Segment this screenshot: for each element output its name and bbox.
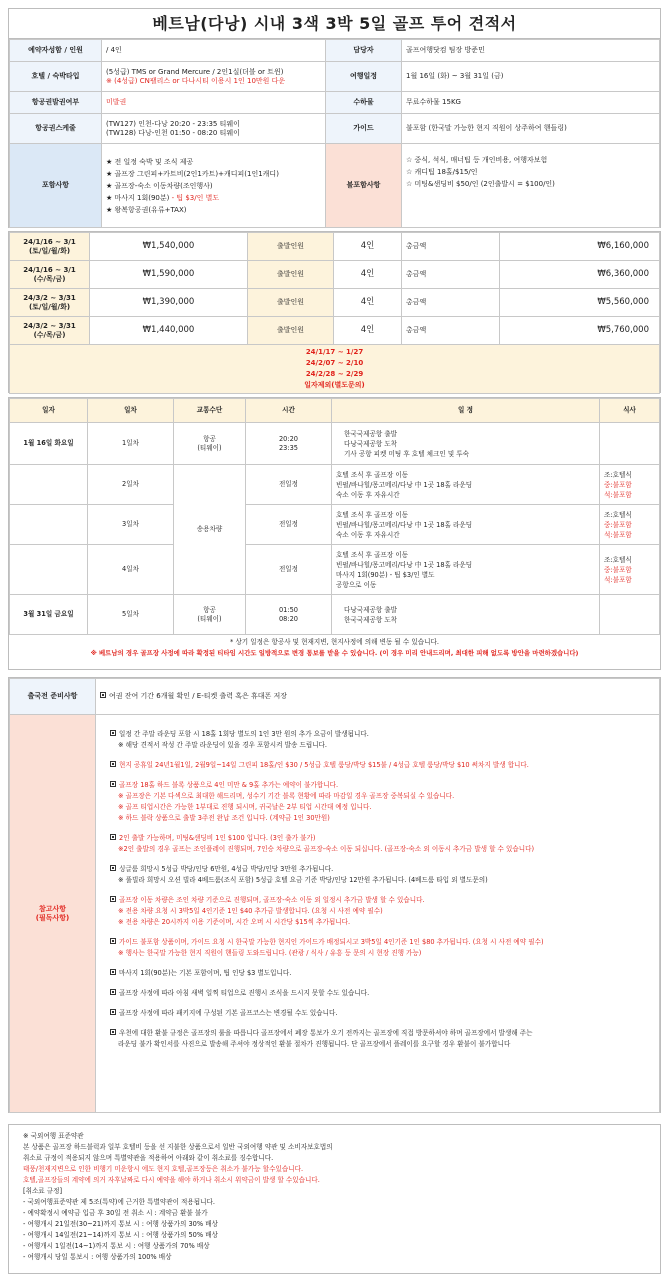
schedule-date	[10, 505, 88, 545]
people-count: 4인	[334, 261, 402, 289]
price-period: 24/1/16 ~ 3/1 (수/목/금)	[10, 261, 90, 289]
schedule-plan: 호텔 조식 후 골프장 이동 빈펄/바나힐/몽고메리/다낭 中 1곳 18홀 라운딩 숙소 이동 후 자유시간	[332, 465, 600, 505]
note-line: ※ 전용 차량 요청 시 3박5일 4인기준 1인 $40 추가금 발생합니다. (요청 시 사전 예약 필수)	[118, 907, 383, 915]
schedule-day: 2일차	[88, 465, 174, 505]
checkbox-icon	[110, 1029, 116, 1035]
checkbox-icon	[110, 1009, 116, 1015]
prep-label: 출국전 준비사항	[10, 679, 96, 715]
note-line: ※ 풀빌라 희망시 오션 빌라 4베드룸(조식 포함) 5성급 호텔 요금 기준 박당/인당 12만원 추가됩니다. (4베드룸 타입 외 별도문의)	[118, 876, 488, 884]
departure-label: 출발인원	[248, 289, 334, 317]
schedule-table	[9, 398, 660, 635]
flight-line-out: (TW127) 인천-다낭 20:20 - 23:35 티웨이	[106, 119, 240, 128]
schedule-meal: 조:호텔식 중:불포함 석:불포함	[600, 505, 660, 545]
schedule-meal: 조:호텔식 중:불포함 석:불포함	[600, 465, 660, 505]
price-per-person: ₩1,590,000	[90, 261, 248, 289]
schedule-time: 전일정	[246, 465, 332, 505]
note-line: 우천에 대한 환불 규정은 골프장의 룰을 따릅니다 골프장에서 폐장 통보가 오기 전까지는 골프장에 직접 방문하셔야 하며 골프장에서 발생해 주는	[110, 1028, 651, 1039]
period-value: 1월 16일 (화) ~ 3월 31일 (금)	[402, 62, 660, 92]
notes-section	[8, 677, 661, 1113]
incl-label: 포함사항	[10, 144, 102, 228]
note-block	[110, 1008, 651, 1019]
departure-label: 출발인원	[248, 233, 334, 261]
people-count: 4인	[334, 289, 402, 317]
excl-item: ☆ 미팅&샌딩비 $50/인 (2인출발시 = $100/인)	[406, 180, 555, 188]
excl-list	[402, 144, 660, 228]
total-label: 총금액	[402, 233, 500, 261]
prep-value: 여권 잔여 기간 6개월 확인 / E-티켓 출력 혹은 휴대폰 저장	[96, 679, 660, 715]
excl-item: ☆ 캐디팁 18홀/$15/인	[406, 168, 478, 176]
total-price: ₩5,560,000	[500, 289, 660, 317]
note-line: 싱글룸 희망시 5성급 박당/인당 6만원, 4성급 박당/인당 3만원 추가됩니다.	[110, 864, 651, 875]
note-line: ※ 하드 블락 상품으로 출발 3주전 완납 조건 입니다. (계약금 1인 30만원)	[118, 814, 330, 822]
note-line: ※ 행사는 한국말 가능한 현지 직원이 핸들링 도와드립니다. (관광 / 식사 / 유흥 등 문의 시 현장 진행 가능)	[118, 949, 422, 957]
schedule-day: 4일차	[88, 545, 174, 595]
schedule-transport: 항공 (티웨이)	[174, 423, 246, 465]
incl-item: ★ 마사지 1회(90분) - 팁 $3/인 별도	[106, 193, 220, 202]
price-row	[10, 233, 660, 261]
price-row	[10, 317, 660, 345]
people-count: 4인	[334, 317, 402, 345]
note-line: 가이드 불포함 상품이며, 가이드 요청 시 한국말 가능한 현지인 가이드가 배정되시고 3박5일 4인기준 1인 $80 추가됩니다. (요청 시 사전 예약 필수)	[110, 937, 651, 948]
prep-table	[9, 678, 660, 1113]
price-per-person: ₩1,390,000	[90, 289, 248, 317]
ticket-value: 미발권	[102, 92, 326, 114]
total-label: 총금액	[402, 289, 500, 317]
flight-line-return: (TW128) 다낭-인천 01:50 - 08:20 티웨이	[106, 128, 240, 137]
flight-value	[102, 114, 326, 144]
schedule-day: 3일차	[88, 505, 174, 545]
note-line: ※ 골프 티업시간은 가능한 1부대로 진행 되시며, 귀국날은 2부 티업 시간대 예정 입니다.	[118, 803, 372, 811]
note-block	[110, 760, 651, 771]
note-block	[110, 1028, 651, 1050]
checkbox-icon	[100, 692, 106, 698]
schedule-row	[10, 465, 660, 505]
price-period: 24/1/16 ~ 3/1 (토/일/월/화)	[10, 233, 90, 261]
checkbox-icon	[110, 896, 116, 902]
incl-item: ★ 왕복항공권(유류+TAX)	[106, 205, 187, 214]
checkbox-icon	[110, 781, 116, 787]
departure-label: 출발인원	[248, 317, 334, 345]
checkbox-icon	[110, 730, 116, 736]
note-line: 골프장 18홀 하드 블록 상품으로 4인 미만 & 9홀 추가는 예약이 불가합니다.	[110, 780, 651, 791]
total-label: 총금액	[402, 261, 500, 289]
schedule-header	[10, 399, 660, 423]
excl-item: ☆ 중식, 석식, 매너팁 등 개인비용, 여행자보험	[406, 156, 548, 164]
checkbox-icon	[110, 761, 116, 767]
departure-label: 출발인원	[248, 261, 334, 289]
col-day: 일차	[88, 399, 174, 423]
schedule-transport: 송용차량	[174, 465, 246, 595]
note-block	[110, 833, 651, 855]
cancel-line: [취소료 규정]	[23, 1187, 63, 1195]
people-count: 4인	[334, 233, 402, 261]
note-line: 마사지 1회(90분)는 기본 포함이며, 팁 인당 $3 별도입니다.	[110, 968, 651, 979]
cancel-line: - 여행개시 1일전(14~1)까지 통보 시 : 여행 상품가의 70% 배상	[23, 1242, 210, 1250]
price-per-person: ₩1,540,000	[90, 233, 248, 261]
schedule-plan: 다낭국제공항 출발 한국국제공항 도착	[332, 595, 600, 635]
note-line: ※ 해당 견적서 작성 간 주말 라운딩이 있을 경우 포함시켜 발송 드립니다.	[118, 741, 328, 749]
total-price: ₩6,160,000	[500, 233, 660, 261]
schedule-plan: 호텔 조식 후 골프장 이동 빈펄/바나힐/몽고메리/다낭 中 1곳 18홀 라운딩 마사지 1회(90분) - 팁 $3/인 별도 공항으로 이동	[332, 545, 600, 595]
price-per-person: ₩1,440,000	[90, 317, 248, 345]
total-price: ₩5,760,000	[500, 317, 660, 345]
col-date: 일자	[10, 399, 88, 423]
note-line: 골프장 이동 차량은 조인 차량 기준으로 진행되며, 골프장-숙소 이동 외 일정시 추가금 발생 할 수 있습니다.	[110, 895, 651, 906]
price-period: 24/3/2 ~ 3/31 (토/일/월/화)	[10, 289, 90, 317]
ticket-label: 항공권발권여부	[10, 92, 102, 114]
total-price: ₩6,360,000	[500, 261, 660, 289]
notes-list	[96, 715, 660, 1113]
note-line: ※ 전용 차량은 20시까지 이용 기준이며, 시간 오버 시 시간당 $15씩 추가됩니다.	[118, 918, 351, 926]
baggage-label: 수하물	[326, 92, 402, 114]
cancel-line: - 여행개시 21일전(30~21)까지 통보 시 : 여행 상품가의 30% 배상	[23, 1220, 218, 1228]
info-table	[9, 39, 660, 228]
note-block	[110, 864, 651, 886]
hotel-label: 호텔 / 숙박타입	[10, 62, 102, 92]
note-line: ※ 골프장은 기본 다섹으로 최대한 해드리며, 성수기 기간 블록 현황에 따라 마감일 경우 골프장 중복되실 수 있습니다.	[118, 792, 455, 800]
schedule-time: 01:50 08:20	[246, 595, 332, 635]
guide-label: 가이드	[326, 114, 402, 144]
excluded-dates: 24/1/17 ~ 1/27 24/2/07 ~ 2/10 24/2/28 ~ 2/29 일자제외(별도문의)	[10, 345, 660, 394]
schedule-time: 20:20 23:35	[246, 423, 332, 465]
note-line: 일정 간 주말 라운딩 포함 시 18홀 1회당 별도의 1인 3만 원의 추가 요금이 발생됩니다.	[110, 729, 651, 740]
checkbox-icon	[110, 865, 116, 871]
hotel-value	[102, 62, 326, 92]
cancel-line: 본 상품은 골프장 하드블럭과 일부 호텔비 등을 선 지불한 상품으로서 일반 국외여행 약관 및 소비자보호법의	[23, 1143, 333, 1151]
flight-label: 항공권스케줄	[10, 114, 102, 144]
booker-label: 예약자성함 / 인원	[10, 40, 102, 62]
note-block	[110, 780, 651, 824]
note-line: 2인 출발 가능하며, 미팅&샌딩비 1인 $100 입니다. (3인 출가 불가)	[110, 833, 651, 844]
note-line: 골프장 사정에 따라 패키지에 구성된 기본 골프코스는 변경될 수도 있습니다.	[110, 1008, 651, 1019]
checkbox-icon	[110, 938, 116, 944]
hotel-note: ※ (4성급) CN팰리스 or 다나시티 이용시 1인 10만원 다운	[106, 76, 286, 85]
schedule-row	[10, 595, 660, 635]
cancel-line: ※ 국외여행 표준약관	[23, 1132, 84, 1140]
schedule-note: * 상기 일정은 항공사 및 현재지변, 현지사정에 의해 변동 될 수 있습니다.	[230, 638, 439, 646]
schedule-day: 1일차	[88, 423, 174, 465]
schedule-meal	[600, 595, 660, 635]
schedule-meal: 조:호텔식 중:불포함 석:불포함	[600, 545, 660, 595]
manager-label: 담당자	[326, 40, 402, 62]
note-block	[110, 968, 651, 979]
note-line: ※2인 출발의 경우 골프는 조인플레이 진행되며, 7인승 차량으로 골프장-숙소 이동 되십니다. (골프장-숙소 외 이동시 추가금 발생 할 수 있습니다)	[118, 845, 535, 853]
schedule-plan: 호텔 조식 후 골프장 이동 빈펄/바나힐/몽고메리/다낭 中 1곳 18홀 라운딩 숙소 이동 후 자유시간	[332, 505, 600, 545]
price-section	[8, 231, 661, 393]
period-label: 여행일정	[326, 62, 402, 92]
note-line: 라운딩 불가 확인서를 사진으로 발송해 주셔야 정상적인 환불 절차가 진행됩니다. 단 골프장에서 플레이를 요구할 경우 환불이 불가합니다	[118, 1040, 511, 1048]
total-label: 총금액	[402, 317, 500, 345]
schedule-date: 1월 16일 화요일	[10, 423, 88, 465]
schedule-date	[10, 465, 88, 505]
cancel-line: - 예약확정시 예약금 입금 후 30일 전 취소 시 : 계약금 환불 불가	[23, 1209, 208, 1217]
schedule-transport: 항공 (티웨이)	[174, 595, 246, 635]
incl-list	[102, 144, 326, 228]
incl-item: ★ 골프장-숙소 이동차량(조인행사)	[106, 181, 213, 190]
note-line: 현지 공휴일 24년1월1일, 2월9일~14일 그린피 18홀/인 $30 / 5성급 호텔 룸당/박당 $15불 / 4성급 호텔 룸당/박당 $10 써차지 발생 합니다.	[110, 760, 651, 771]
excl-label: 불포함사항	[326, 144, 402, 228]
checkbox-icon	[110, 989, 116, 995]
col-transport: 교통수단	[174, 399, 246, 423]
price-row	[10, 289, 660, 317]
schedule-warning: ※ 베트남의 경우 골프장 사정에 따라 확정된 티타임 시간도 일방적으로 변경 통보를 받을 수 있습니다. (이 경우 미리 안내드리며, 최대한 피해 없도록 방안을 마련하겠습니다)	[90, 649, 579, 657]
price-table	[9, 232, 660, 394]
cancel-line: 태풍/천재지변으로 인한 비행기 미운항시 에도 현지 호텔,골프장등은 취소가 불가능 할수있습니다.	[23, 1165, 304, 1173]
price-period: 24/3/2 ~ 3/31 (수/목/금)	[10, 317, 90, 345]
incl-item: ★ 골프장 그린피+카트비(2인1카트)+캐디피(1인1캐디)	[106, 169, 279, 178]
schedule-row	[10, 423, 660, 465]
info-section	[8, 8, 661, 228]
notes-label: 참고사항 (필독사항)	[10, 715, 96, 1113]
schedule-row	[10, 505, 660, 545]
checkbox-icon	[110, 969, 116, 975]
note-block	[110, 937, 651, 959]
manager-value: 골프여행닷컴 팀장 방준민	[402, 40, 660, 62]
baggage-value: 무료수하물 15KG	[402, 92, 660, 114]
schedule-day: 5일차	[88, 595, 174, 635]
note-block	[110, 988, 651, 999]
cancel-line: - 국외여행표준약관 제 5조(특약)에 근거한 특별약관이 적용됩니다.	[23, 1198, 215, 1206]
col-plan: 일 정	[332, 399, 600, 423]
cancel-line: 취소료 규정이 적용되지 않으며 특별약관을 적용하여 아래와 같이 취소료를 징수합니다.	[23, 1154, 274, 1162]
price-row	[10, 261, 660, 289]
cancel-line: - 여행개시 14일전(21~14)까지 통보 시 : 여행 상품가의 50% 배상	[23, 1231, 218, 1239]
booker-value: / 4인	[102, 40, 326, 62]
guide-value: 불포함 (한국말 가능한 현지 직원이 상주하여 핸들링)	[402, 114, 660, 144]
note-line: 골프장 사정에 따라 아침 새벽 일찍 티업으로 진행시 조식을 드시지 못할 수도 있습니다.	[110, 988, 651, 999]
schedule-time: 전일정	[246, 545, 332, 595]
note-block	[110, 895, 651, 928]
hotel-line: (5성급) TMS or Grand Mercure / 2인1실(더블 or 트윈)	[106, 67, 284, 76]
incl-item: ★ 전 일정 숙박 및 조식 제공	[106, 157, 194, 166]
schedule-meal	[600, 423, 660, 465]
schedule-section	[8, 397, 661, 670]
col-meal: 식사	[600, 399, 660, 423]
schedule-date: 3월 31일 금요일	[10, 595, 88, 635]
note-block	[110, 729, 651, 751]
page-title: 베트남(다낭) 시내 3색 3박 5일 골프 투어 견적서	[9, 9, 660, 39]
schedule-row	[10, 545, 660, 595]
cancel-line: 호텔,골프장들의 계약에 의거 자후날짜로 다시 예약을 해야 하거나 취소시 위약금이 발생 할 수있습니다.	[23, 1176, 320, 1184]
cancel-policy	[23, 1131, 646, 1263]
col-time: 시간	[246, 399, 332, 423]
cancel-line: - 여행개시 당일 통보시 : 여행 상품가의 100% 배상	[23, 1253, 172, 1261]
schedule-time: 전일정	[246, 505, 332, 545]
schedule-plan: 한국국제공항 출발 다낭국제공항 도착 기사 공항 피켓 미팅 후 호텔 체크인 및 투숙	[332, 423, 600, 465]
schedule-date	[10, 545, 88, 595]
checkbox-icon	[110, 834, 116, 840]
cancel-section	[8, 1124, 661, 1274]
